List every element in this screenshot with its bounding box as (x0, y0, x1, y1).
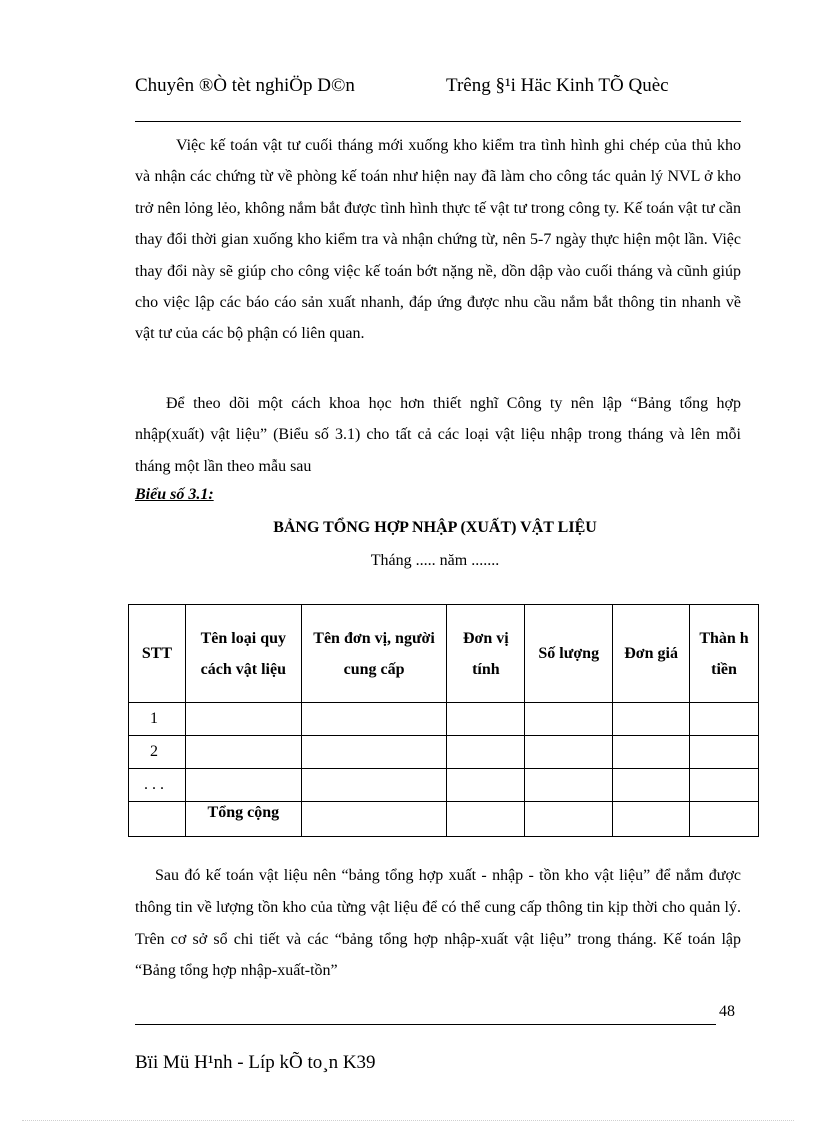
table-cell (613, 802, 690, 837)
table-cell (525, 802, 613, 837)
table-total-row (129, 802, 759, 837)
paragraph-1: Việc kế toán vật tư cuối tháng mới xuống kho kiểm tra tình hình ghi chép của thủ kho và nhận các chứng từ về phòng kế toán như hiện nay đã làm cho công tác quản lý NVL ở kho trở nên lỏng lẻo, không nắm bắt được tình hình thực tế vật tư trong công ty. Kế toán vật tư cần thay đổi thời gian xuống kho kiểm tra và nhận chứng từ, nên 5-7 ngày thực hiện một lần. Việc thay đổi này sẽ giúp cho công việc kế toán bớt nặng nề, dồn dập vào cuối tháng và cũnh giúp cho việc lập các báo cáo sản xuất nhanh, đáp ứng được nhu cầu nắm bắt thông tin nhanh về vật tư của các bộ phận có liên quan. (135, 137, 741, 343)
header-left-title: Chuyên ®Ò tèt nghiÖp D©n (135, 75, 355, 96)
table-cell (525, 769, 613, 802)
table-row (129, 769, 759, 802)
paragraph-3: Sau đó kế toán vật liệu nên “bảng tổng hợp xuất - nhập - tồn kho vật liệu” để nắm được thông tin về lượng tồn kho của từng vật liệu để có thể cung cấp thông tin kịp thời cho quản lý. Trên cơ sở sổ chi tiết và các “bảng tổng hợp nhập-xuất vật liệu” trong tháng. Kế toán lập “Bảng tổng hợp nhập-xuất-tồn” (135, 867, 741, 980)
table-cell (129, 802, 186, 837)
footer-rule (135, 1024, 716, 1025)
table-cell (525, 703, 613, 736)
paragraph-2: Để theo dõi một cách khoa học hơn thiết nghĩ Công ty nên lập “Bảng tổng hợp nhập(xuất) vật liệu” (Biểu số 3.1) cho tất cả các loại vật liệu nhập trong tháng và lên mỗi tháng một lần theo mẫu sau (135, 395, 741, 475)
table-cell (525, 736, 613, 769)
table-cell (447, 802, 525, 837)
header-stt: STT (129, 605, 186, 703)
table-cell (690, 703, 759, 736)
header-quantity: Số lượng (525, 605, 613, 703)
row-number: 2 (129, 736, 186, 769)
table-cell (447, 703, 525, 736)
total-label: Tổng cộng (185, 802, 301, 837)
summary-table (128, 604, 759, 837)
table-cell (447, 736, 525, 769)
table-cell (185, 703, 301, 736)
table-title: BẢNG TỔNG HỢP NHẬP (XUẤT) VẬT LIỆU (273, 519, 597, 536)
header-supplier: Tên đơn vị, người cung cấp (301, 605, 447, 703)
table-cell (301, 703, 447, 736)
table-caption: Biểu số 3.1: (135, 486, 214, 503)
header-rule (135, 121, 741, 122)
header-unit-price: Đơn giá (613, 605, 690, 703)
table-cell (613, 769, 690, 802)
table-cell (613, 703, 690, 736)
table-cell (185, 769, 301, 802)
header-unit: Đơn vị tính (447, 605, 525, 703)
table-cell (690, 802, 759, 837)
table-cell (690, 736, 759, 769)
table-cell (447, 769, 525, 802)
header-material-type: Tên loại quy cách vật liệu (185, 605, 301, 703)
row-number: 1 (129, 703, 186, 736)
table-cell (690, 769, 759, 802)
footer-author: Bïi Mü H¹nh - Líp kÕ to¸n K39 (135, 1052, 376, 1073)
table-subtitle: Tháng ..... năm ....... (370, 552, 500, 569)
table-cell (301, 802, 447, 837)
table-cell (301, 769, 447, 802)
table-cell (185, 736, 301, 769)
table-header-row (129, 605, 759, 703)
table-cell (613, 736, 690, 769)
header-right-title: Trêng §¹i Häc Kinh TÕ Quèc (446, 75, 669, 96)
page-number: 48 (719, 1003, 735, 1020)
page-bottom-edge (22, 1120, 794, 1121)
table-row (129, 736, 759, 769)
table-cell (301, 736, 447, 769)
table-row (129, 703, 759, 736)
row-number: . . . (129, 769, 186, 802)
header-amount: Thàn h tiền (690, 605, 759, 703)
